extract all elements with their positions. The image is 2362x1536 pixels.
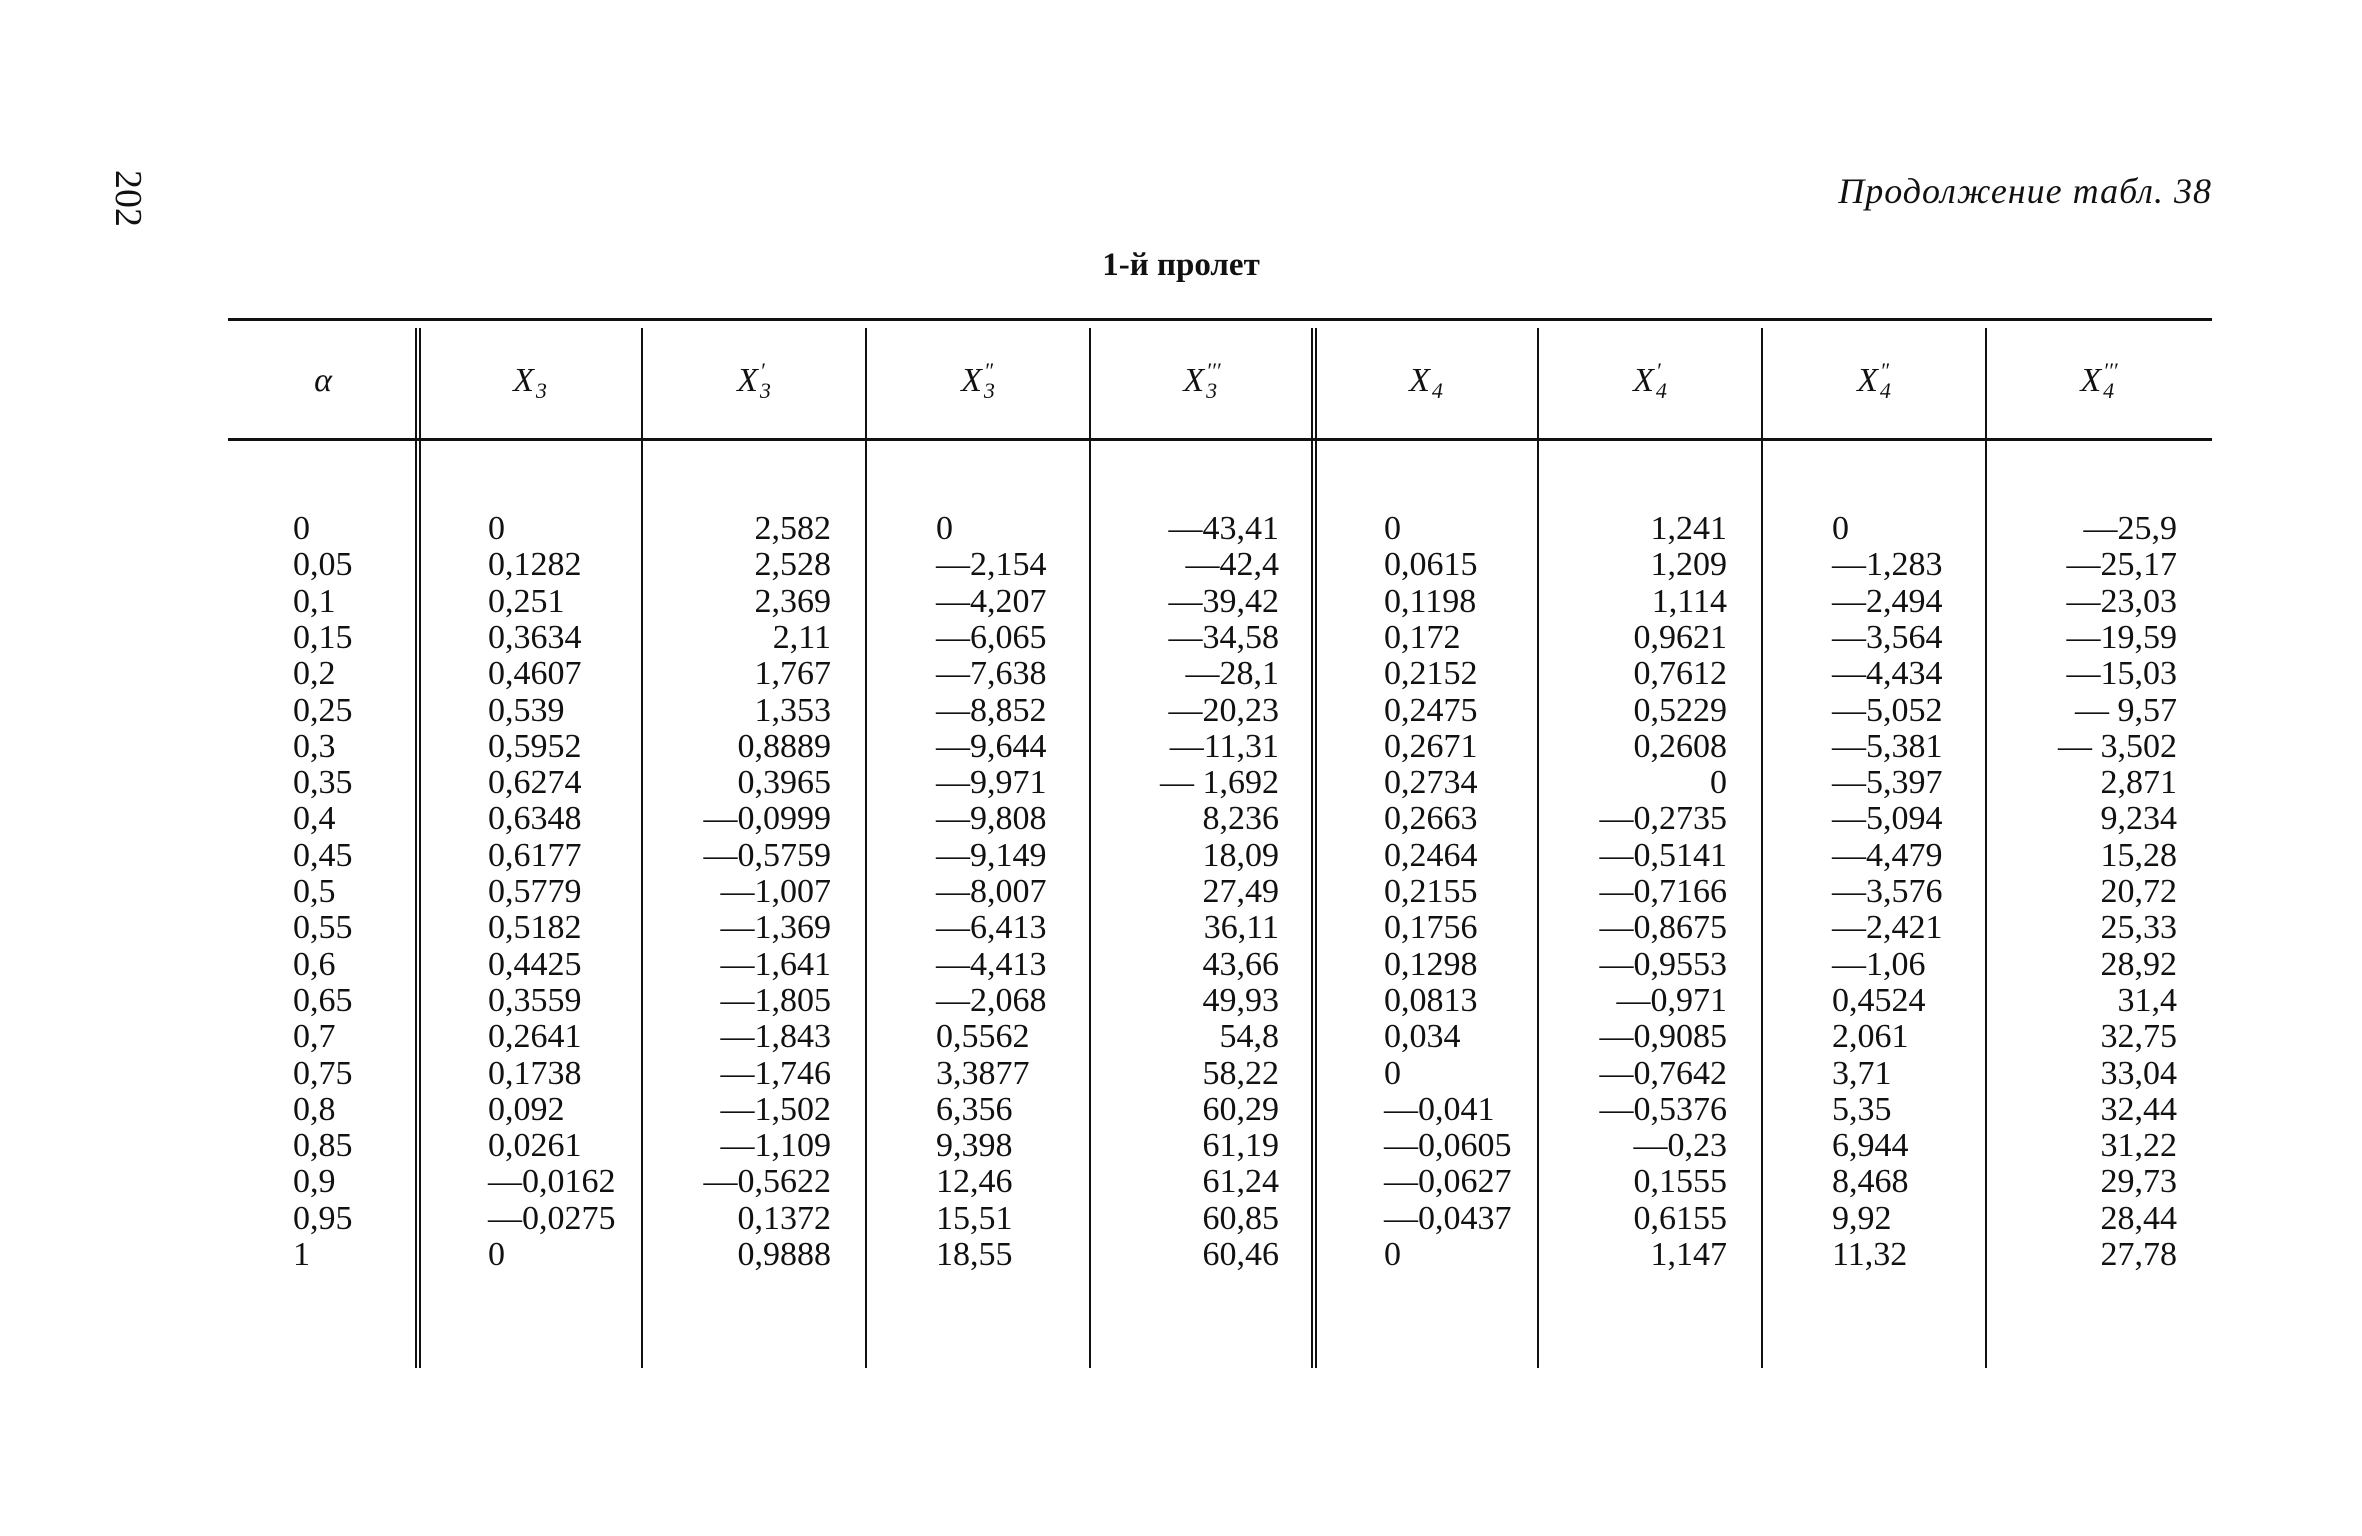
- cell-x3-triple-prime: —34,58: [1168, 618, 1279, 656]
- cell-x4-triple-prime: —25,17: [2066, 546, 2177, 584]
- cell-x3-triple-prime: 54,8: [1219, 1018, 1279, 1056]
- cell-x4: 0,1298: [1384, 945, 1478, 983]
- cell-x4: —0,0627: [1384, 1163, 1512, 1201]
- cell-x3-prime: —1,805: [720, 981, 831, 1019]
- cell-x3: 0,1738: [488, 1054, 582, 1092]
- cell-x3-triple-prime: —39,42: [1168, 582, 1279, 620]
- cell-x4: 0,2152: [1384, 655, 1478, 693]
- cell-x4-double-prime: —2,494: [1832, 582, 1943, 620]
- cell-x3-triple-prime: 58,22: [1202, 1054, 1279, 1092]
- cell-x3-double-prime: —6,065: [936, 618, 1047, 656]
- cell-x3-triple-prime: 18,09: [1202, 836, 1279, 874]
- cell-alpha: 1: [293, 1236, 310, 1273]
- cell-x3: 0,3634: [488, 618, 582, 656]
- cell-x3-prime: 2,528: [754, 546, 831, 584]
- table-row: [228, 801, 2212, 837]
- cell-x4: 0,2464: [1384, 836, 1478, 874]
- cell-x3-prime: —1,641: [720, 945, 831, 983]
- cell-x4: 0,2734: [1384, 764, 1478, 802]
- cell-x4-prime: 1,209: [1650, 546, 1727, 584]
- cell-alpha: 0,45: [293, 836, 353, 874]
- cell-x3-prime: 1,353: [754, 691, 831, 729]
- cell-x3: 0,5952: [488, 727, 582, 765]
- page-number: 202: [107, 170, 149, 227]
- cell-alpha: 0: [293, 510, 310, 547]
- cell-x3-triple-prime: 60,46: [1202, 1236, 1279, 1273]
- cell-x4-double-prime: —2,421: [1832, 909, 1943, 947]
- header-alpha: α: [314, 362, 332, 399]
- table-row: [228, 547, 2212, 583]
- cell-x4-double-prime: —5,397: [1832, 764, 1943, 802]
- span-title: 1-й пролет: [1102, 247, 1260, 283]
- cell-x4-triple-prime: — 9,57: [2075, 691, 2177, 729]
- cell-x4-double-prime: —5,052: [1832, 691, 1943, 729]
- header-x4-prime: X ′ 4: [1633, 358, 1667, 403]
- cell-x4: 0,2475: [1384, 691, 1478, 729]
- table-row: [228, 1056, 2212, 1092]
- cell-x3-prime: —1,109: [720, 1127, 831, 1165]
- cell-x3-double-prime: —9,149: [936, 836, 1047, 874]
- table-row: [228, 765, 2212, 801]
- cell-x4-triple-prime: 20,72: [2100, 873, 2177, 910]
- table-row: [228, 1237, 2212, 1273]
- cell-x4-triple-prime: 28,92: [2100, 945, 2177, 983]
- cell-x3-double-prime: 6,356: [936, 1090, 1013, 1128]
- cell-x4-prime: —0,5376: [1599, 1090, 1727, 1128]
- cell-x3-prime: —0,0999: [703, 800, 831, 838]
- cell-x4-triple-prime: 25,33: [2100, 909, 2177, 947]
- cell-x4-double-prime: —1,283: [1832, 546, 1943, 584]
- cell-x4-prime: 0,7612: [1633, 655, 1727, 693]
- cell-x4-double-prime: —4,434: [1832, 655, 1943, 693]
- cell-x3-triple-prime: 61,24: [1202, 1163, 1279, 1201]
- table-continuation-label: Продолжение табл. 38: [1838, 171, 2212, 211]
- column-separator: [1089, 328, 1091, 1368]
- cell-x4: 0,2155: [1384, 873, 1478, 910]
- cell-x4-prime: —0,23: [1633, 1127, 1727, 1165]
- cell-x4-prime: 0,6155: [1633, 1199, 1727, 1237]
- cell-x4-prime: 1,147: [1650, 1236, 1727, 1273]
- cell-x4-triple-prime: —23,03: [2066, 582, 2177, 620]
- cell-x4-prime: —0,971: [1616, 981, 1727, 1019]
- column-separator: [641, 328, 643, 1368]
- cell-alpha: 0,85: [293, 1127, 353, 1165]
- cell-x3: 0,5182: [488, 909, 582, 947]
- header-x4-triple-prime: X ′′′ 4: [2080, 358, 2118, 403]
- cell-x4-triple-prime: —15,03: [2066, 655, 2177, 693]
- cell-x4-prime: —0,9085: [1599, 1018, 1727, 1056]
- cell-x3-double-prime: —9,971: [936, 764, 1047, 802]
- cell-alpha: 0,95: [293, 1199, 353, 1237]
- cell-x3-triple-prime: —42,4: [1185, 546, 1279, 584]
- cell-x4-prime: 0,1555: [1633, 1163, 1727, 1201]
- table-row: [228, 656, 2212, 692]
- cell-x4: —0,0605: [1384, 1127, 1512, 1165]
- cell-x4-prime: 0,2608: [1633, 727, 1727, 765]
- cell-x3-prime: 2,11: [772, 618, 831, 656]
- cell-x4-double-prime: —1,06: [1832, 945, 1926, 983]
- cell-alpha: 0,15: [293, 618, 353, 656]
- cell-x3: 0,251: [488, 582, 565, 620]
- cell-alpha: 0,8: [293, 1090, 336, 1128]
- cell-x3-prime: —1,007: [720, 873, 831, 910]
- cell-x4: 0: [1384, 1054, 1401, 1092]
- cell-x3-prime: —1,369: [720, 909, 831, 947]
- table-row: [228, 620, 2212, 656]
- header-x3-prime: X ′ 3: [737, 358, 771, 403]
- cell-alpha: 0,2: [293, 655, 336, 693]
- cell-x4: 0,2671: [1384, 727, 1478, 765]
- header-bottom-rule: [228, 438, 2212, 441]
- cell-x3-prime: 0,9888: [737, 1236, 831, 1273]
- cell-x3-prime: 2,582: [754, 510, 831, 547]
- cell-x4-double-prime: 3,71: [1832, 1054, 1892, 1092]
- table-row: [228, 693, 2212, 729]
- cell-x3-double-prime: 3,3877: [936, 1054, 1030, 1092]
- cell-x3-triple-prime: 43,66: [1202, 945, 1279, 983]
- column-separator: [1537, 328, 1539, 1368]
- cell-x3-prime: —0,5622: [703, 1163, 831, 1201]
- cell-x4-double-prime: —3,576: [1832, 873, 1943, 910]
- cell-x4-triple-prime: 29,73: [2100, 1163, 2177, 1201]
- cell-x4-double-prime: 0,4524: [1832, 981, 1926, 1019]
- cell-x4-triple-prime: 27,78: [2100, 1236, 2177, 1273]
- cell-x3: 0,0261: [488, 1127, 582, 1165]
- cell-x4-prime: —0,2735: [1599, 800, 1727, 838]
- cell-x3-triple-prime: 60,29: [1202, 1090, 1279, 1128]
- cell-x3-prime: 1,767: [754, 655, 831, 693]
- cell-x4: 0,0813: [1384, 981, 1478, 1019]
- cell-x4: 0,172: [1384, 618, 1461, 656]
- cell-x3-double-prime: 9,398: [936, 1127, 1013, 1165]
- cell-x3-double-prime: 18,55: [936, 1236, 1013, 1273]
- cell-x3: 0: [488, 510, 505, 547]
- cell-x4-double-prime: —3,564: [1832, 618, 1943, 656]
- cell-x3-double-prime: —2,068: [936, 981, 1047, 1019]
- cell-x3-double-prime: 15,51: [936, 1199, 1013, 1237]
- cell-x3-double-prime: —6,413: [936, 909, 1047, 947]
- cell-x3-double-prime: —8,007: [936, 873, 1047, 910]
- cell-x4: —0,0437: [1384, 1199, 1512, 1237]
- cell-x4-double-prime: 11,32: [1832, 1236, 1908, 1273]
- cell-x3-prime: 0,8889: [737, 727, 831, 765]
- cell-x3: 0,4607: [488, 655, 582, 693]
- table-row: [228, 874, 2212, 910]
- cell-x4: 0,2663: [1384, 800, 1478, 838]
- header-row: [228, 326, 2212, 436]
- cell-x3: 0,1282: [488, 546, 582, 584]
- cell-alpha: 0,05: [293, 546, 353, 584]
- cell-x4-prime: —0,5141: [1599, 836, 1727, 874]
- cell-x3-double-prime: —4,207: [936, 582, 1047, 620]
- table-row: [228, 1092, 2212, 1128]
- cell-x4-triple-prime: —25,9: [2083, 510, 2177, 547]
- column-separator: [1985, 328, 1987, 1368]
- cell-x3-triple-prime: 36,11: [1203, 909, 1279, 947]
- cell-x4-triple-prime: 33,04: [2100, 1054, 2177, 1092]
- cell-x4: 0: [1384, 510, 1401, 547]
- cell-x3-triple-prime: —11,31: [1169, 727, 1279, 765]
- cell-x4-prime: 1,241: [1650, 510, 1727, 547]
- cell-x3-double-prime: 0: [936, 510, 953, 547]
- cell-x4-double-prime: 5,35: [1832, 1090, 1892, 1128]
- cell-x3-double-prime: —2,154: [936, 546, 1047, 584]
- cell-x4-triple-prime: 9,234: [2100, 800, 2177, 838]
- cell-x3-prime: 2,369: [754, 582, 831, 620]
- cell-x3: 0,092: [488, 1090, 565, 1128]
- cell-x3-double-prime: —7,638: [936, 655, 1047, 693]
- cell-x3-prime: —1,746: [720, 1054, 831, 1092]
- table-row: [228, 983, 2212, 1019]
- cell-x3-double-prime: 12,46: [936, 1163, 1013, 1201]
- cell-x4-triple-prime: 32,75: [2100, 1018, 2177, 1056]
- cell-x4-double-prime: 8,468: [1832, 1163, 1909, 1201]
- cell-x3: 0,6177: [488, 836, 582, 874]
- cell-x4-prime: 0,5229: [1633, 691, 1727, 729]
- cell-alpha: 0,35: [293, 764, 353, 802]
- cell-alpha: 0,75: [293, 1054, 353, 1092]
- cell-x3-prime: 0,3965: [737, 764, 831, 802]
- header-x3: X 3: [513, 362, 547, 403]
- cell-x4-prime: —0,7642: [1599, 1054, 1727, 1092]
- column-separator: [415, 328, 421, 1368]
- cell-x3-triple-prime: 27,49: [1202, 873, 1279, 910]
- cell-x4-double-prime: 2,061: [1832, 1018, 1909, 1056]
- cell-x4: 0: [1384, 1236, 1401, 1273]
- header-x4-double-prime: X ″ 4: [1857, 358, 1891, 403]
- table-top-rule: [228, 318, 2212, 321]
- cell-alpha: 0,55: [293, 909, 353, 947]
- cell-x3-prime: —0,5759: [703, 836, 831, 874]
- cell-x3-triple-prime: 60,85: [1202, 1199, 1279, 1237]
- column-separator: [1761, 328, 1763, 1368]
- header-x3-double-prime: X ″ 3: [961, 358, 995, 403]
- table-row: [228, 947, 2212, 983]
- cell-x3: 0,6274: [488, 764, 582, 802]
- cell-x4-prime: 0: [1710, 764, 1727, 802]
- cell-x3: —0,0162: [488, 1163, 616, 1201]
- cell-x4-prime: 0,9621: [1633, 618, 1727, 656]
- cell-alpha: 0,6: [293, 945, 336, 983]
- cell-x3-double-prime: —9,644: [936, 727, 1047, 765]
- cell-x3: 0: [488, 1236, 505, 1273]
- cell-x3-prime: —1,843: [720, 1018, 831, 1056]
- column-separator: [865, 328, 867, 1368]
- cell-alpha: 0,5: [293, 873, 336, 910]
- cell-x3-triple-prime: 8,236: [1202, 800, 1279, 838]
- cell-x3: 0,539: [488, 691, 565, 729]
- cell-x4-prime: —0,9553: [1599, 945, 1727, 983]
- cell-x4-prime: —0,7166: [1599, 873, 1727, 910]
- cell-x4: 0,1756: [1384, 909, 1478, 947]
- table-row: [228, 1201, 2212, 1237]
- cell-x4-double-prime: —5,094: [1832, 800, 1943, 838]
- table-row: [228, 584, 2212, 620]
- cell-alpha: 0,7: [293, 1018, 336, 1056]
- cell-x3: 0,3559: [488, 981, 582, 1019]
- cell-x4-triple-prime: 28,44: [2100, 1199, 2177, 1237]
- table-row: [228, 1128, 2212, 1164]
- cell-x4-triple-prime: 31,4: [2117, 981, 2177, 1019]
- table-row: [228, 511, 2212, 547]
- cell-x3-double-prime: —9,808: [936, 800, 1047, 838]
- cell-x4-double-prime: 6,944: [1832, 1127, 1909, 1165]
- cell-x3-double-prime: —4,413: [936, 945, 1047, 983]
- cell-x3-prime: —1,502: [720, 1090, 831, 1128]
- cell-x4-double-prime: 0: [1832, 510, 1849, 547]
- cell-alpha: 0,4: [293, 800, 336, 838]
- cell-x3-prime: 0,1372: [737, 1199, 831, 1237]
- cell-x3-double-prime: —8,852: [936, 691, 1047, 729]
- cell-x3: 0,4425: [488, 945, 582, 983]
- cell-alpha: 0,9: [293, 1163, 336, 1201]
- cell-x3: 0,5779: [488, 873, 582, 910]
- data-table: [228, 318, 2212, 1368]
- cell-x4: 0,034: [1384, 1018, 1461, 1056]
- cell-x3: —0,0275: [488, 1199, 616, 1237]
- cell-x3-double-prime: 0,5562: [936, 1018, 1030, 1056]
- table-row: [228, 910, 2212, 946]
- cell-x4-triple-prime: 15,28: [2100, 836, 2177, 874]
- cell-x4-double-prime: —5,381: [1832, 727, 1943, 765]
- cell-x4-double-prime: —4,479: [1832, 836, 1943, 874]
- cell-alpha: 0,3: [293, 727, 336, 765]
- cell-x4-prime: —0,8675: [1599, 909, 1727, 947]
- column-separator: [1311, 328, 1317, 1368]
- cell-x4-prime: 1,114: [1651, 582, 1727, 620]
- cell-x4: —0,041: [1384, 1090, 1495, 1128]
- cell-alpha: 0,65: [293, 981, 353, 1019]
- table-row: [228, 838, 2212, 874]
- header-x4: X 4: [1409, 362, 1443, 403]
- cell-x3-triple-prime: — 1,692: [1160, 764, 1279, 802]
- cell-x4-triple-prime: 2,871: [2100, 764, 2177, 802]
- cell-x4-double-prime: 9,92: [1832, 1199, 1892, 1237]
- cell-x3-triple-prime: 61,19: [1202, 1127, 1279, 1165]
- cell-x4-triple-prime: — 3,502: [2058, 727, 2177, 765]
- cell-x3-triple-prime: 49,93: [1202, 981, 1279, 1019]
- cell-x4: 0,0615: [1384, 546, 1478, 584]
- cell-alpha: 0,25: [293, 691, 353, 729]
- cell-x3-triple-prime: —28,1: [1185, 655, 1279, 693]
- cell-x4-triple-prime: 32,44: [2100, 1090, 2177, 1128]
- table-row: [228, 729, 2212, 765]
- cell-x3: 0,2641: [488, 1018, 582, 1056]
- table-row: [228, 1019, 2212, 1055]
- cell-x3: 0,6348: [488, 800, 582, 838]
- cell-alpha: 0,1: [293, 582, 336, 620]
- table-row: [228, 1164, 2212, 1200]
- cell-x4: 0,1198: [1384, 582, 1477, 620]
- header-x3-triple-prime: X ′′′ 3: [1183, 358, 1221, 403]
- cell-x3-triple-prime: —20,23: [1168, 691, 1279, 729]
- cell-x3-triple-prime: —43,41: [1168, 510, 1279, 547]
- cell-x4-triple-prime: 31,22: [2100, 1127, 2177, 1165]
- cell-x4-triple-prime: —19,59: [2066, 618, 2177, 656]
